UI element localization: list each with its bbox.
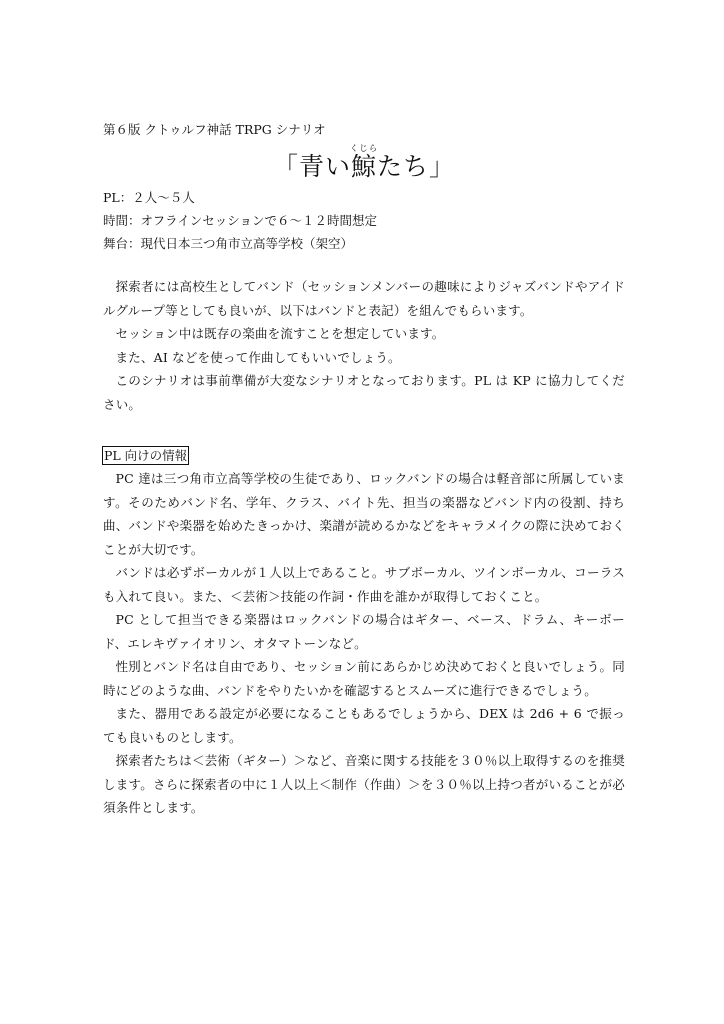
pl-info-paragraph: また、器用である設定が必要になることもあるでしょうから、DEX は 2d6 + 6 で振っても良いものとします。: [103, 706, 625, 745]
pl-info-paragraph: 性別とバンド名は自由であり、セッション前にあらかじめ決めておくと良いでしょう。同時にどのような曲、バンドをやりたいかを確認するとスムーズに進行できるでしょう。: [103, 659, 625, 698]
pl-info-paragraph: PC として担当できる楽器はロックバンドの場合はギター、ベース、ドラム、キーボード、エレキヴァイオリン、オタマトーンなど。: [103, 612, 625, 651]
title-open: 「青い: [272, 152, 351, 181]
title-kanji: 鯨: [349, 152, 379, 181]
pl-info-section: [103, 445, 625, 820]
intro-section: [103, 275, 625, 416]
stage-setting: 舞台：現代日本三つ角市立高等学校（架空）: [103, 236, 354, 251]
pl-info-paragraph: 探索者たちは＜芸術（ギター）＞など、音楽に関する技能を３０％以上取得するのを推奨します。さらに探索者の中に１人以上＜制作（作曲）＞を３０％以上持つ者がいることが必須条件とします。: [103, 753, 625, 815]
intro-paragraph: セッション中は既存の楽曲を流すことを想定しています。: [115, 326, 445, 341]
intro-paragraph: 探索者には高校生としてバンド（セッションメンバーの趣味によりジャズバンドやアイドルグループ等としても良いが、以下はバンドと表記）を組んでもらいます。: [103, 279, 625, 318]
title-ruby-group: [349, 144, 379, 181]
pl-info-paragraph: PC 達は三つ角市立高等学校の生徒であり、ロックバンドの場合は軽音部に所属しています。そのためバンド名、学年、クラス、バイト先、担当の楽器などバンド内の役割、持ち曲、バンドや楽器を始めたきっかけ、楽譜が読めるかなどをキャラメイクの際に決めておくことが大切です。: [103, 471, 625, 557]
scenario-title: [103, 144, 625, 182]
title-close: たち」: [377, 152, 456, 181]
session-time: 時間：オフラインセッションで６〜１２時間想定: [103, 213, 378, 228]
title-ruby-reading: くじら: [349, 144, 379, 154]
intro-paragraph: また、AI などを使って作曲してもいいでしょう。: [115, 349, 401, 365]
pl-info-heading: PL 向けの情報: [104, 448, 188, 463]
scenario-subtitle: 第６版 クトゥルフ神話 TRPG シナリオ: [103, 122, 326, 137]
scenario-meta: [103, 186, 625, 255]
document-page: [103, 122, 625, 820]
player-count: PL：２人〜５人: [103, 190, 195, 205]
title-block: [103, 144, 625, 182]
intro-paragraph: このシナリオは事前準備が大変なシナリオとなっております。PL は KP に協力してください。: [103, 373, 625, 412]
pl-info-paragraph: バンドは必ずボーカルが１人以上であること。サブボーカル、ツインボーカル、コーラスも入れて良い。また、＜芸術＞技能の作詞・作曲を誰かが取得しておくこと。: [103, 565, 625, 604]
